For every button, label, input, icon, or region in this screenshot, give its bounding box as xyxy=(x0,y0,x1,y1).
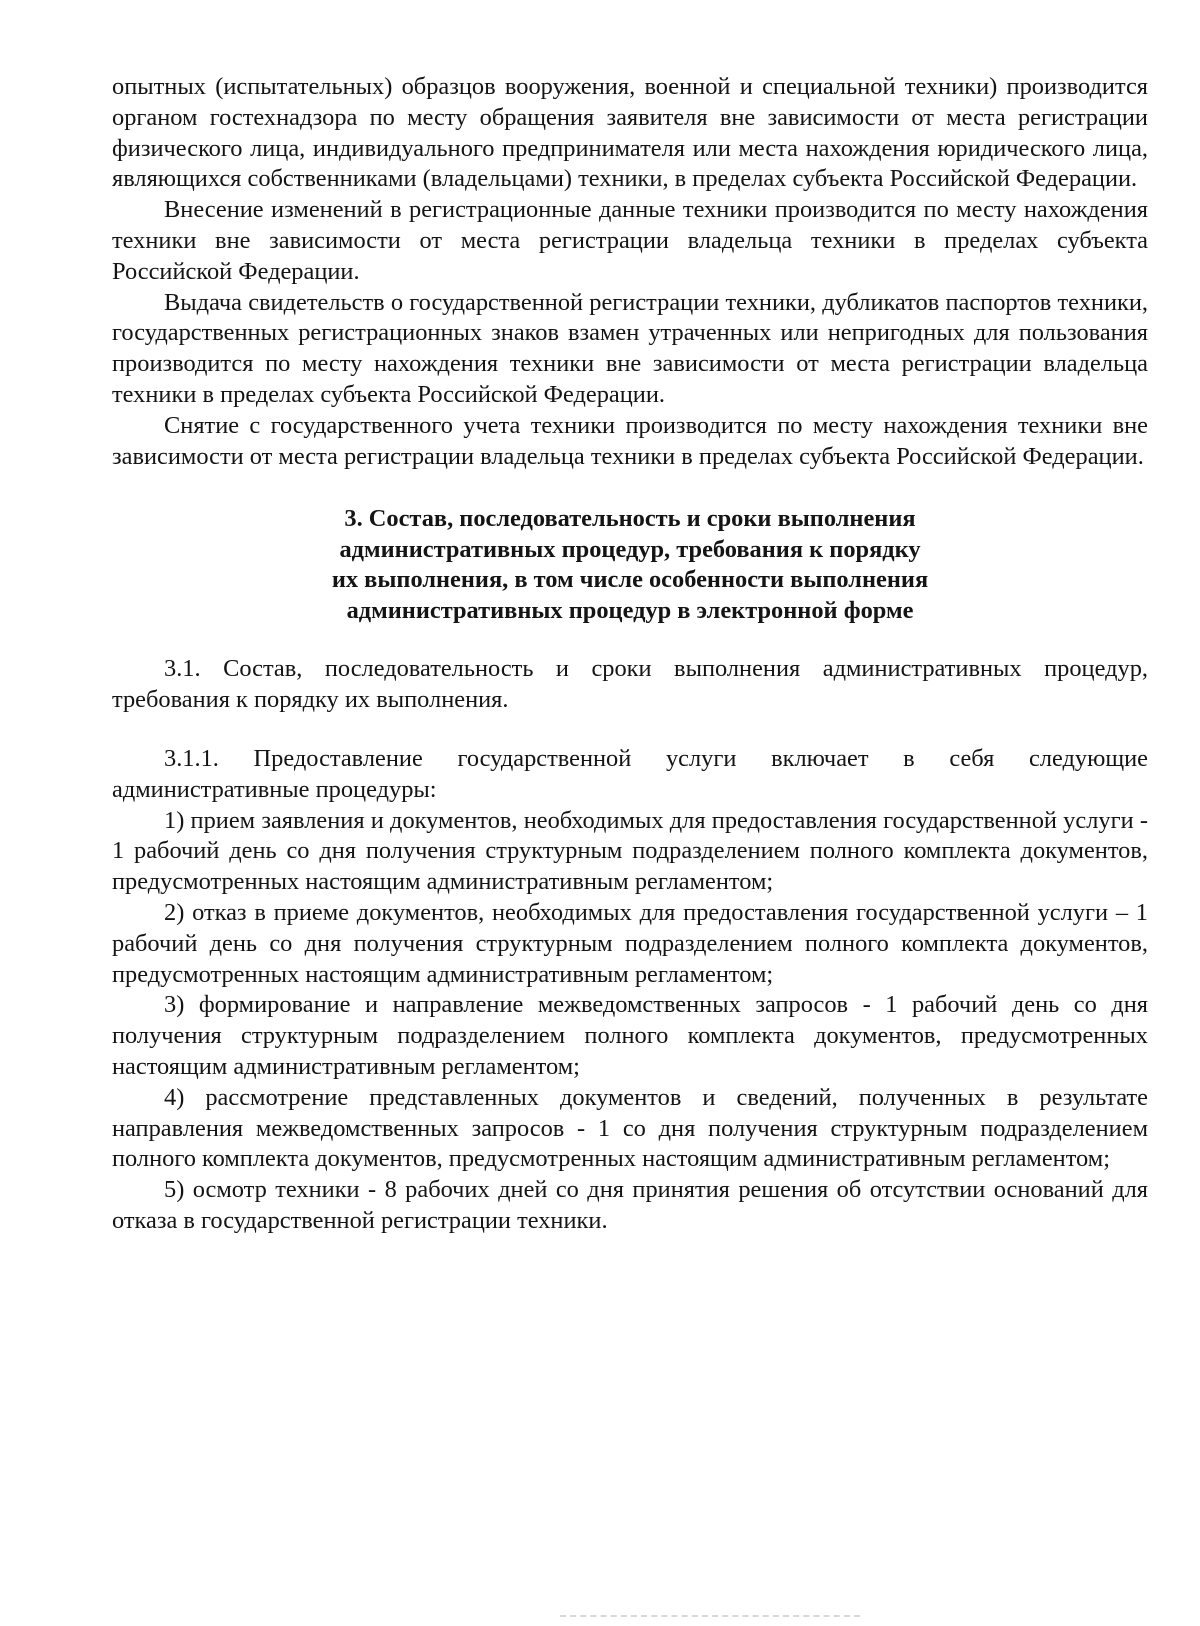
paragraph-deregistration: Снятие с государственного учета техники производится по месту нахождения техники вне зависимости от места регистрации владельца техники в пределах субъекта Российской Федерации. xyxy=(112,411,1148,470)
list-item-5: 5) осмотр техники - 8 рабочих дней со дня принятия решения об отсутствии оснований для отказа в государственной регистрации техники. xyxy=(112,1176,1148,1234)
paragraph-continuation: опытных (испытательных) образцов вооружения, военной и специальной техники) производится органом гостехнадзора по месту обращения заявителя вне зависимости от места регистрации физического лица, индивидуального предпринимателя или места нахождения юридического лица, являющихся собственниками (владельцами) техники, в пределах субъекта Российской Федерации. xyxy=(112,73,1148,193)
list-item-2: 2) отказ в приеме документов, необходимых для предоставления государственной услуги – 1 рабочий день со дня получения структурным подразделением полного комплекта документов, предусмотренных настоящим административным регламентом; xyxy=(112,898,1148,988)
section-heading-line: их выполнения, в том числе особенности выполнения xyxy=(331,566,929,594)
section-heading-line: административных процедур, требования к порядку xyxy=(339,535,921,563)
list-item-4: 4) рассмотрение представленных документов и сведений, полученных в результате направления межведомственных запросов - 1 со дня получения структурным подразделением полного комплекта документов, предусмотренных настоящим административным регламентом; xyxy=(112,1083,1148,1173)
paragraph-certificates-issue: Выдача свидетельств о государственной регистрации техники, дубликатов паспортов техники, государственных регистрационных знаков взамен утраченных или непригодных для пользования производится по месту нахождения техники вне зависимости от места регистрации владельца техники в пределах субъекта Российской Федерации. xyxy=(112,288,1148,408)
section-3-heading xyxy=(112,504,1148,626)
list-item-3: 3) формирование и направление межведомственных запросов - 1 рабочий день со дня получения структурным подразделением полного комплекта документов, предусмотренных настоящим административным регламентом; xyxy=(112,991,1148,1080)
subsection-3-1-1: 3.1.1. Предоставление государственной услуги включает в себя следующие административные процедуры: xyxy=(112,744,1148,803)
spacer xyxy=(112,716,1148,744)
list-item-1: 1) прием заявления и документов, необходимых для предоставления государственной услуги - 1 рабочий день со дня получения структурным подразделением полного комплекта документов, предусмотренных настоящим административным регламентом; xyxy=(112,806,1148,896)
paragraph-registration-changes: Внесение изменений в регистрационные данные техники производится по месту нахождения техники вне зависимости от места регистрации владельца техники в пределах субъекта Российской Федерации. xyxy=(112,196,1148,285)
scan-artifact-line xyxy=(560,1615,860,1619)
document-body xyxy=(112,72,1148,1237)
subsection-3-1: 3.1. Состав, последовательность и сроки выполнения административных процедур, требования к порядку их выполнения. xyxy=(112,655,1148,714)
section-heading-line: 3. Состав, последовательность и сроки выполнения xyxy=(344,505,916,533)
section-heading-line: административных процедур в электронной форме xyxy=(346,596,914,624)
